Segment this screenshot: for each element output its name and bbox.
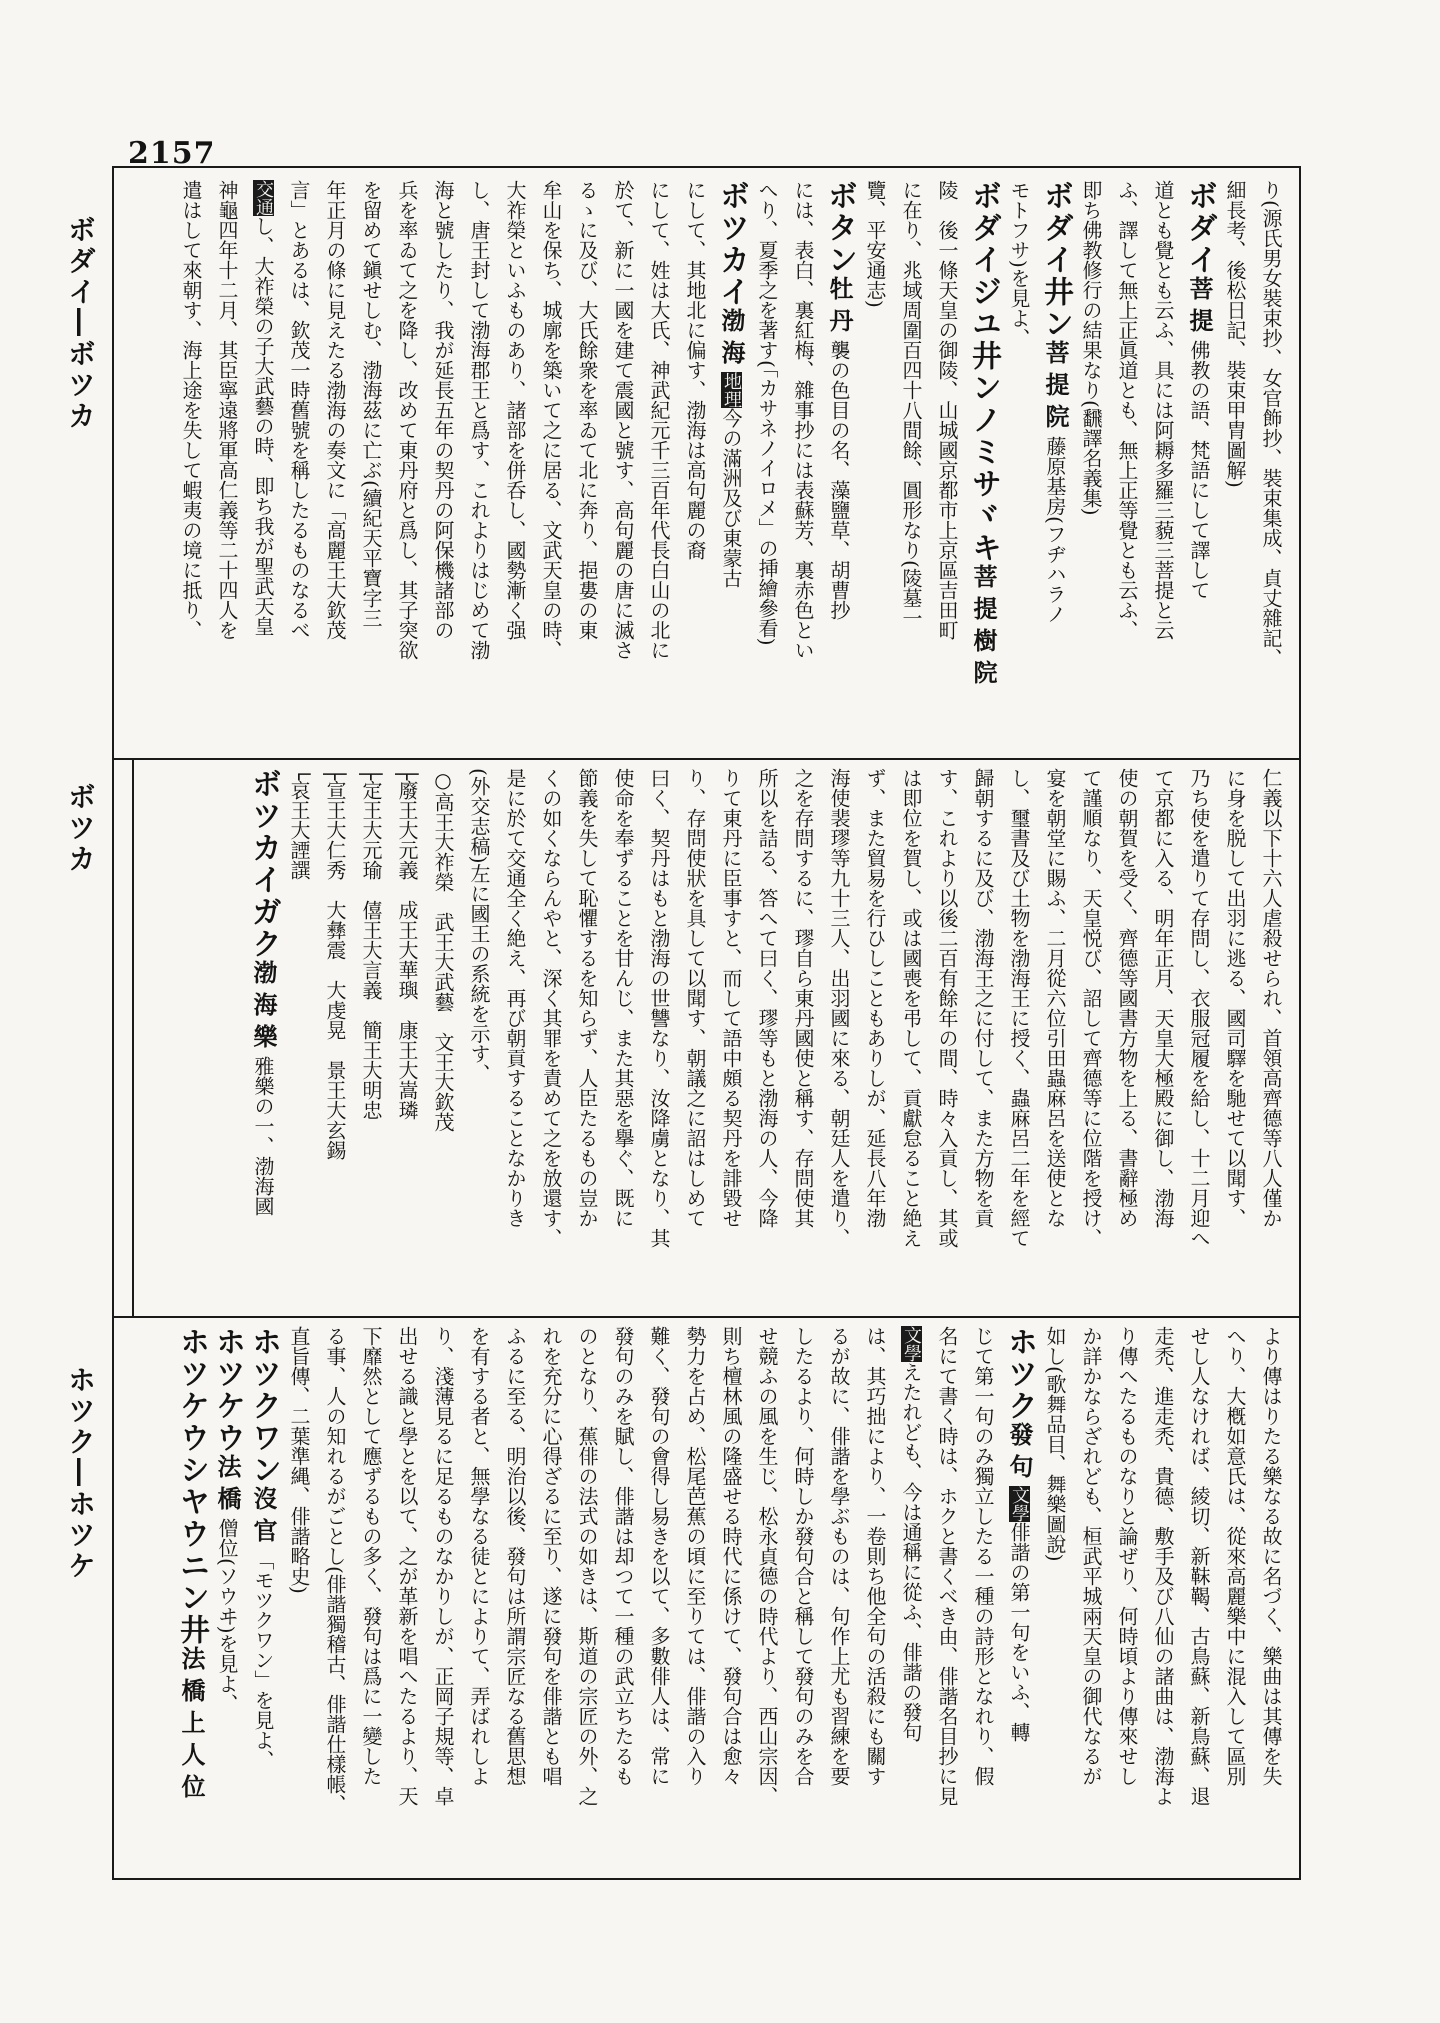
text-line: [569, 1326, 605, 1866]
text-line: [641, 180, 677, 748]
entry-line: [173, 1326, 209, 1866]
text-band-middle: [136, 768, 1289, 1306]
line-text: し、大祚榮の子大武藝の時、即ち我が聖武天皇: [251, 216, 275, 636]
text-line: [317, 768, 353, 1306]
text-line: [533, 768, 569, 1306]
headword: ボツカイ: [714, 180, 749, 308]
line-text: に身を脱して出羽に逃る、國司驛を馳せて以聞す、: [1223, 768, 1247, 1228]
text-line: [857, 1326, 893, 1866]
headword: ホツクワン: [246, 1326, 281, 1486]
text-line: [533, 180, 569, 748]
headword-kanji: 法橋上人位: [177, 1646, 206, 1806]
line-text: 雅樂の一、渤海國: [251, 1056, 275, 1216]
text-line: [497, 1326, 533, 1866]
entry-line: [1037, 180, 1073, 748]
text-line: [677, 180, 713, 748]
running-head-top: ボダイ―ボツカ: [64, 215, 97, 432]
line-text: 是に於て交通全く絶え、再び朝貢することなかりき: [503, 768, 527, 1228]
text-line: [317, 1326, 353, 1866]
line-text: り、存問使狀を具して以聞す、朝議之に詔はしめて: [683, 768, 707, 1228]
text-line: [713, 768, 749, 1306]
line-text: 仁義以下十六人虐殺せられ、首領高齊德等八人僅か: [1259, 768, 1283, 1228]
text-line: [1217, 180, 1253, 748]
line-text: ふ、譯して無上正眞道とも、無上正等覺とも云ふ、: [1115, 180, 1139, 640]
text-line: [1037, 1326, 1073, 1866]
text-line: [461, 768, 497, 1306]
running-head-bottom: ホツク―ホツケ: [64, 1365, 97, 1582]
text-line: [497, 180, 533, 748]
text-line: [929, 768, 965, 1306]
headword: ボダイ井ン: [1038, 180, 1073, 340]
line-text: か詳かならざれども、桓武平城兩天皇の御代なるが: [1079, 1326, 1103, 1786]
line-text: 之を存問するに、璆自ら東丹國使と稱す、存問使其: [791, 768, 815, 1228]
category-tag: 文學: [1009, 1486, 1030, 1522]
line-text: 則ち檀林風の隆盛せる時代に係けて、發句合は愈々: [719, 1326, 743, 1786]
line-text: 年正月の條に見えたる渤海の奏文に「高麗王大欽茂: [323, 180, 347, 640]
text-line: [1109, 1326, 1145, 1866]
line-text: 言」とあるは、欽茂一時舊號を稱したるものなるべ: [287, 180, 311, 640]
line-text: を有する者と、無學なる徒とによりて、弄ばれしよ: [467, 1326, 491, 1786]
line-text: 神龜四年十二月、其臣寧遠將軍高仁義等二十四人を: [215, 180, 239, 640]
line-text: り(源氏男女裝束抄、女官飾抄、裝束集成、貞丈雜記、: [1259, 180, 1283, 668]
line-text: 走禿、進走禿、貴德、敷手及び八仙の諸曲は、渤海よ: [1151, 1326, 1175, 1806]
text-line: [281, 768, 317, 1306]
text-line: [821, 1326, 857, 1866]
headword-kanji: 渤海: [717, 308, 746, 372]
text-line: [1145, 768, 1181, 1306]
text-line: [749, 768, 785, 1306]
page-frame: [112, 166, 1301, 1880]
text-line: [821, 768, 857, 1306]
text-line: [245, 180, 281, 748]
entry-line: [965, 180, 1001, 748]
line-text: 襲の色目の名、藻鹽草、胡曹抄: [827, 340, 851, 620]
text-line: [857, 768, 893, 1306]
text-line: [965, 768, 1001, 1306]
entry-line: [1001, 1326, 1037, 1866]
line-text: 覽、平安通志): [863, 180, 887, 308]
line-text: ○高王大祚榮 武王大武藝 文王大欽茂: [431, 768, 455, 1132]
text-line: [281, 1326, 317, 1866]
line-text: のとなり、蕉俳の法式の如きは、斯道の宗匠の外、之: [575, 1326, 599, 1806]
headword: ホツケウシヤウニン井: [174, 1326, 209, 1646]
line-text: を留めて鎭せしむ、渤海茲に亡ぶ(續紀天平寶字三: [359, 180, 383, 628]
line-text: りて東丹に臣事すと、而して語中頗る契丹を誹毀せ: [719, 768, 743, 1228]
line-text: にして、其地北に偏す、渤海は高句麗の裔: [683, 180, 707, 560]
headword: ホツク: [1002, 1326, 1037, 1422]
text-line: [389, 180, 425, 748]
text-line: [425, 768, 461, 1306]
line-text: し、唐王封して渤海郡王と爲す、これよりはじめて渤: [467, 180, 491, 660]
category-tag: 交通: [253, 180, 274, 216]
text-line: [569, 180, 605, 748]
text-line: [1001, 180, 1037, 748]
headword: ボツカイガク: [246, 768, 281, 960]
entry-line: [245, 768, 281, 1306]
text-line: [929, 1326, 965, 1866]
line-text: ├定王大元瑜 僖王大言義 簡王大明忠: [359, 768, 383, 1121]
category-tag: 文學: [901, 1326, 922, 1362]
line-text: 即ち佛教修行の結果なり(飜譯名義集): [1079, 180, 1103, 516]
line-text: 宴を朝堂に賜ふ、二月從六位引田蟲麻呂を送使とな: [1043, 768, 1067, 1228]
line-text: 難く、發句の會得し易きを以て、多數俳人は、常に: [647, 1326, 671, 1786]
text-line: [785, 180, 821, 748]
line-text: にして、姓は大氏、神武紀元千三百年代長白山の北に: [647, 180, 671, 660]
line-text: 使の朝賀を受く、齊德等國書方物を上る、書辭極め: [1115, 768, 1139, 1228]
line-text: り、淺薄見るに足るものなかりしが、正岡子規等、卓: [431, 1326, 455, 1806]
text-line: [1253, 1326, 1289, 1866]
headword-kanji: 沒官: [249, 1486, 278, 1550]
line-text: し、璽書及び土物を渤海王に授く、蟲麻呂二年を經て: [1007, 768, 1031, 1248]
line-text: モトフサ)を見よ、: [1007, 180, 1031, 348]
text-line: [893, 768, 929, 1306]
text-line: [677, 1326, 713, 1866]
text-line: [749, 180, 785, 748]
text-line: [533, 1326, 569, 1866]
text-line: [1217, 768, 1253, 1306]
line-text: るが故に、俳諧を學ぶものは、句作上尤も習練を要: [827, 1326, 851, 1786]
line-text: ふるに至る、明治以後、發句は所謂宗匠なる舊思想: [503, 1326, 527, 1786]
line-text: 海と號したり、我が延長五年の契丹の阿保機諸部の: [431, 180, 455, 640]
line-text: したるより、何時しか發句合と稱して發句のみを合: [791, 1326, 815, 1786]
text-line: [389, 768, 425, 1306]
text-line: [425, 180, 461, 748]
line-text: るゝに及び、大氏餘衆を率ゐて北に奔り、挹婁の東: [575, 180, 599, 640]
page-number: 2157: [128, 136, 216, 171]
text-line: [893, 180, 929, 748]
text-line: [173, 180, 209, 748]
text-line: [713, 1326, 749, 1866]
headword-kanji: 法橋: [213, 1454, 242, 1518]
line-text: 遣はして來朝す、海上途を失して蝦夷の境に抵り、: [179, 180, 203, 640]
line-text: 歸朝するに及び、渤海王之に付して、また方物を貢: [971, 768, 995, 1228]
text-line: [1073, 768, 1109, 1306]
text-line: [965, 1326, 1001, 1866]
line-text: 出せる識と學とを以て、之が革新を唱へたるより、天: [395, 1326, 419, 1806]
line-text: に在り、兆域周圍百四十八間餘、圓形なり(陵墓一: [899, 180, 923, 628]
text-line: [1037, 768, 1073, 1306]
headword: ボダイジユ井ンノミサヾキ: [966, 180, 1001, 564]
entry-line: [245, 1326, 281, 1866]
text-line: [281, 180, 317, 748]
headword-kanji: 菩提院: [1041, 340, 1070, 436]
line-text: は即位を賀し、或は國喪を弔して、貢獻怠ること絶え: [899, 768, 923, 1248]
line-text: 今の滿洲及び東蒙古: [719, 408, 743, 588]
line-text: 如し(歌舞品目、舞樂圖說): [1043, 1326, 1067, 1562]
text-line: [605, 768, 641, 1306]
text-line: [1253, 768, 1289, 1306]
line-text: 牟山を保ち、城廓を築いて之に居る、文武天皇の時、: [539, 180, 563, 660]
line-text: ├廢王大元義 成王大華璵 康王大嵩璘: [395, 768, 419, 1121]
line-text: (外交志稿)左に國王の系統を示す、: [467, 768, 491, 1084]
line-text: す、これより以後二百有餘年の間、時々入貢し、其或: [935, 768, 959, 1248]
line-text: じて第一句のみ獨立したる一種の詩形となれり、假: [971, 1326, 995, 1786]
text-line: [569, 768, 605, 1306]
band-divider-top: [114, 758, 1299, 760]
text-line: [1109, 180, 1145, 748]
headword-kanji: 菩提: [1185, 276, 1214, 340]
headword-kanji: 渤海樂: [249, 960, 278, 1056]
line-text: 大祚榮といふものあり、諸部を併呑し、國勢漸く强: [503, 180, 527, 640]
text-line: [785, 768, 821, 1306]
line-text: 發句のみを賦し、俳諧は却つて一種の武立ちたるも: [611, 1326, 635, 1786]
text-line: [641, 768, 677, 1306]
line-text: 兵を率ゐて之を降し、改めて東丹府と爲し、其子突欲: [395, 180, 419, 660]
text-line: [353, 1326, 389, 1866]
line-text: 「モツクワン」を見よ、: [251, 1550, 275, 1770]
entry-line: [713, 180, 749, 748]
text-line: [1145, 180, 1181, 748]
headword-kanji: 牡丹: [825, 276, 854, 340]
entry-line: [821, 180, 857, 748]
line-text: て謹順なり、天皇悦び、詔して齊德等に位階を授け、: [1079, 768, 1103, 1248]
line-text: ず、また貿易を行ひしこともありしが、延長八年渤: [863, 768, 887, 1228]
line-text: 乃ち使を遣りて存問し、衣服冠履を給し、十二月迎へ: [1187, 768, 1211, 1248]
text-line: [1145, 1326, 1181, 1866]
text-line: [317, 180, 353, 748]
line-text: 直旨傳、二葉準縄、俳諧略史): [287, 1326, 311, 1594]
text-line: [893, 1326, 929, 1866]
line-text: は、其巧拙により、一卷則ち他全句の活殺にも關す: [863, 1326, 887, 1786]
entry-line: [209, 1326, 245, 1866]
text-line: [1073, 1326, 1109, 1866]
line-text: 節義を失して恥懼するを知らず、人臣たるもの豈か: [575, 768, 599, 1228]
line-text: 陵 後一條天皇の御陵、山城國京都市上京區吉田町: [935, 180, 959, 640]
headword: ホツケウ: [210, 1326, 245, 1454]
line-text: 細長考、後松日記、裝束甲胄圖解): [1223, 180, 1247, 488]
line-text: 於て、新に一國を建て震國と號す、高句麗の唐に滅さ: [611, 180, 635, 660]
text-line: [1109, 768, 1145, 1306]
line-text: には、表白、裏紅梅、雜事抄には表蘇芳、裏赤色とい: [791, 180, 815, 660]
text-line: [1253, 180, 1289, 748]
line-text: せ競ふの風を生じ、松永貞德の時代より、西山宗因、: [755, 1326, 779, 1806]
line-text: 藤原基房(フヂハラノ: [1043, 436, 1067, 624]
text-line: [461, 180, 497, 748]
line-text: 佛教の語、梵語にして譯して: [1187, 340, 1211, 600]
text-line: [389, 1326, 425, 1866]
line-text: り傳へたるものなりと論ぜり、何時頃より傳來せし: [1115, 1326, 1139, 1786]
line-text: より傳はりたる樂なる故に名づく、樂曲は其傳を失: [1259, 1326, 1283, 1786]
text-line: [497, 768, 533, 1306]
text-line: [1181, 768, 1217, 1306]
text-line: [749, 1326, 785, 1866]
text-line: [929, 180, 965, 748]
text-line: [209, 180, 245, 748]
line-text: 勢力を占め、松尾芭蕉の頃に至りては、俳諧の入り: [683, 1326, 707, 1786]
text-line: [641, 1326, 677, 1866]
headword-kanji: 發句: [1005, 1422, 1034, 1486]
text-line: [425, 1326, 461, 1866]
entry-line: [1181, 180, 1217, 748]
running-head-middle: ボツカ: [64, 782, 97, 875]
text-line: [857, 180, 893, 748]
line-text: えたれども、今は通稱に從ふ、俳諧の發句: [899, 1362, 923, 1742]
text-line: [1217, 1326, 1253, 1866]
line-text: 僧位(ソウヰ)を見よ、: [215, 1518, 239, 1714]
line-text: る事、人の知れるがごとし(俳諧獨稽古、俳諧仕樣帳、: [323, 1326, 347, 1814]
text-line: [605, 1326, 641, 1866]
text-line: [785, 1326, 821, 1866]
text-line: [1073, 180, 1109, 748]
line-text: せし人なければ、綾切、新靺鞨、古鳥蘇、新鳥蘇、退: [1187, 1326, 1211, 1806]
line-text: へり、大槪如意氏は、從來高麗樂中に混入して區別: [1223, 1326, 1247, 1786]
line-text: へり、夏季之を著す(「カサネノイロメ」の挿繪參看): [755, 180, 779, 646]
line-text: くの如くならんやと、深く其罪を責めて之を放還す、: [539, 768, 563, 1248]
line-text: れを充分に心得ざるに至り、遂に發句を俳諧とも唱: [539, 1326, 563, 1786]
line-text: 使命を奉ずることを甘んじ、また其惡を擧ぐ、既に: [611, 768, 635, 1228]
line-text: 海使裴璆等九十三人、出羽國に來る、朝廷人を遣り、: [827, 768, 851, 1248]
text-line: [353, 180, 389, 748]
text-band-top: [134, 180, 1289, 748]
line-text: └哀王大諲譔: [287, 768, 311, 881]
text-line: [677, 768, 713, 1306]
text-line: [1181, 1326, 1217, 1866]
line-text: 俳諧の第一句をいふ、轉: [1007, 1522, 1031, 1742]
text-line: [353, 768, 389, 1306]
line-text: 名にて書く時は、ホクと書くべき由、俳諧名目抄に見: [935, 1326, 959, 1806]
band-divider-bottom: [114, 1316, 1299, 1318]
line-text: 所以を詰る、答へて曰く、璆等もと渤海の人、今降: [755, 768, 779, 1228]
line-text: て京都に入る、明年正月、天皇大極殿に御し、渤海: [1151, 768, 1175, 1228]
headword-kanji: 菩提樹院: [969, 564, 998, 692]
headword: ボダイ: [1182, 180, 1217, 276]
text-band-bottom: [134, 1326, 1289, 1866]
category-tag: 地理: [721, 372, 742, 408]
text-line: [1001, 768, 1037, 1306]
line-text: 道とも覺とも云ふ、具には阿耨多羅三藐三菩提と云: [1151, 180, 1175, 640]
middle-band-rule: [132, 760, 134, 1316]
text-line: [605, 180, 641, 748]
text-line: [461, 1326, 497, 1866]
line-text: 曰く、契丹はもと渤海の世讐なり、汝降虜となり、其: [647, 768, 671, 1248]
line-text: ├宣王大仁秀 大彝震 大虔晃 景王大玄錫: [323, 768, 347, 1161]
line-text: 下靡然として應ずるもの多く、發句は爲に一變した: [359, 1326, 383, 1786]
headword: ボタン: [822, 180, 857, 276]
